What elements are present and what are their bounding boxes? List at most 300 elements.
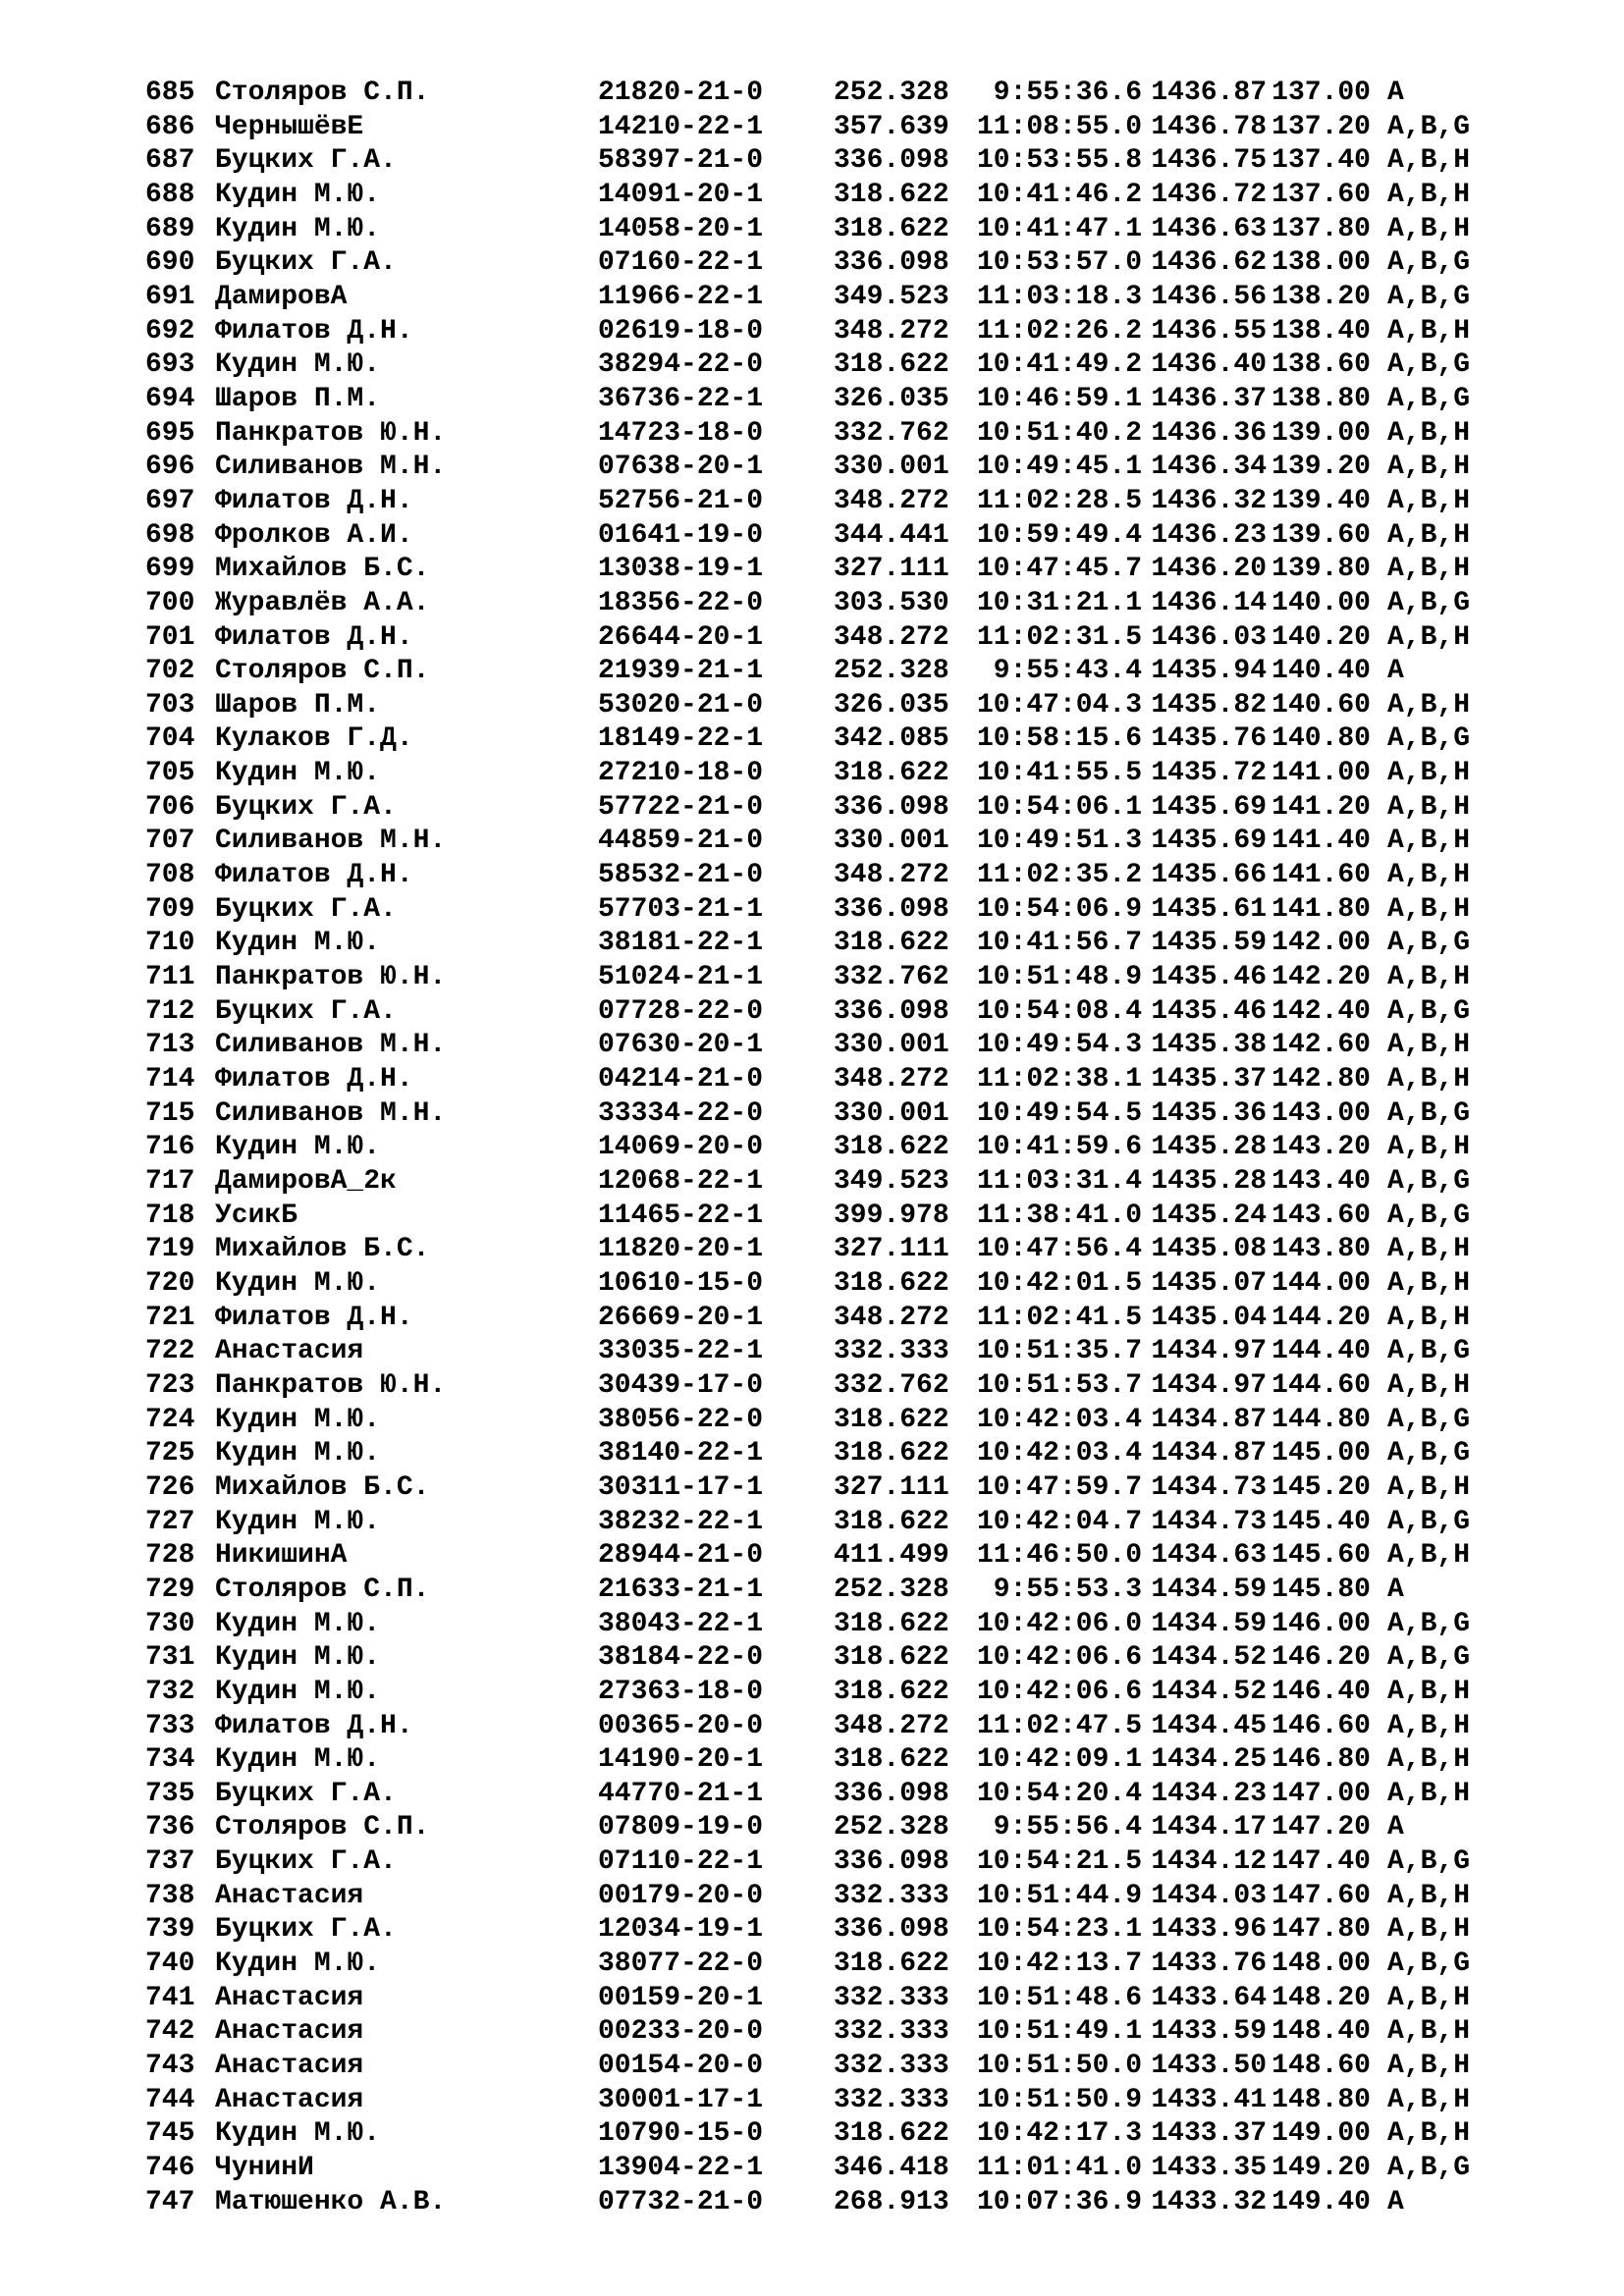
table-row <box>145 757 1569 791</box>
measure-b: 149.20 <box>1272 2153 1371 2184</box>
value: 330.001 <box>834 452 949 483</box>
record-id: 07110-22-1 <box>598 1846 764 1878</box>
record-id: 07809-19-0 <box>598 1812 764 1843</box>
observer-name: Филатов Д.Н. <box>215 860 413 891</box>
measure-b: 142.00 <box>1272 928 1371 959</box>
measure-a: 1436.62 <box>1151 247 1267 279</box>
measure-b: 147.60 <box>1272 1880 1371 1911</box>
time: 10:42:13.7 <box>976 1949 1142 1980</box>
observer-name: Силиванов М.Н. <box>215 1097 447 1129</box>
row-number: 741 <box>145 1982 195 2013</box>
flags: A,B,G <box>1387 1506 1471 1537</box>
measure-a: 1436.72 <box>1151 179 1267 210</box>
record-id: 21939-21-1 <box>598 656 764 687</box>
record-id: 57703-21-1 <box>598 893 764 925</box>
row-number: 747 <box>145 2186 195 2217</box>
value: 303.530 <box>834 587 949 618</box>
table-row <box>145 1778 1569 1812</box>
measure-b: 142.20 <box>1272 962 1371 993</box>
table-row <box>145 1200 1569 1234</box>
record-id: 38181-22-1 <box>598 928 764 959</box>
record-id: 21820-21-0 <box>598 78 764 108</box>
value: 332.333 <box>834 2016 949 2048</box>
row-number: 706 <box>145 791 195 823</box>
record-id: 27363-18-0 <box>598 1676 764 1707</box>
observer-name: Силиванов М.Н. <box>215 452 447 483</box>
time: 10:41:56.7 <box>976 928 1142 959</box>
value: 336.098 <box>834 1778 949 1809</box>
time: 10:51:53.7 <box>976 1369 1142 1401</box>
flags: A,B,H <box>1387 1914 1471 1946</box>
time: 10:59:49.4 <box>976 519 1142 551</box>
flags: A,B,H <box>1387 1540 1471 1572</box>
value: 332.762 <box>834 417 949 449</box>
record-id: 11820-20-1 <box>598 1234 764 1265</box>
time: 10:42:03.4 <box>976 1404 1142 1435</box>
flags: A,B,H <box>1387 1778 1471 1809</box>
table-row <box>145 1506 1569 1540</box>
row-number: 737 <box>145 1846 195 1878</box>
record-id: 00159-20-1 <box>598 1982 764 2013</box>
measure-a: 1434.87 <box>1151 1404 1267 1435</box>
observer-name: Столяров С.П. <box>215 78 430 108</box>
record-id: 38077-22-0 <box>598 1949 764 1980</box>
observer-name: Шаров П.М. <box>215 383 381 414</box>
value: 330.001 <box>834 1030 949 1061</box>
table-row <box>145 1233 1569 1267</box>
time: 9:55:56.4 <box>993 1812 1142 1843</box>
time: 10:42:04.7 <box>976 1506 1142 1537</box>
observer-name: Кудин М.Ю. <box>215 179 381 210</box>
measure-a: 1436.75 <box>1151 145 1267 177</box>
observer-name: Филатов Д.Н. <box>215 621 413 653</box>
observer-name: Фролков А.И. <box>215 519 413 551</box>
value: 252.328 <box>834 656 949 687</box>
value: 327.111 <box>834 1471 949 1503</box>
flags: A,B,H <box>1387 1267 1471 1299</box>
time: 10:42:09.1 <box>976 1744 1142 1776</box>
observer-name: Кудин М.Ю. <box>215 1608 381 1639</box>
row-number: 690 <box>145 247 195 279</box>
measure-b: 145.60 <box>1272 1540 1371 1572</box>
measure-a: 1434.97 <box>1151 1369 1267 1401</box>
row-number: 686 <box>145 111 195 142</box>
table-row <box>145 689 1569 723</box>
value: 399.978 <box>834 1200 949 1231</box>
observer-name: Панкратов Ю.Н. <box>215 962 447 993</box>
flags: A <box>1387 656 1404 687</box>
row-number: 729 <box>145 1574 195 1605</box>
value: 318.622 <box>834 179 949 210</box>
record-id: 02619-18-0 <box>598 315 764 347</box>
measure-b: 147.00 <box>1272 1778 1371 1809</box>
measure-a: 1435.08 <box>1151 1234 1267 1265</box>
row-number: 701 <box>145 621 195 653</box>
table-row <box>145 1097 1569 1132</box>
measure-a: 1435.82 <box>1151 689 1267 721</box>
measure-b: 144.60 <box>1272 1369 1371 1401</box>
observer-name: Столяров С.П. <box>215 1574 430 1605</box>
time: 10:51:50.0 <box>976 2051 1142 2082</box>
measure-a: 1434.23 <box>1151 1778 1267 1809</box>
observer-name: УсикБ <box>215 1200 298 1231</box>
time: 11:02:47.5 <box>976 1710 1142 1741</box>
row-number: 743 <box>145 2051 195 2082</box>
value: 336.098 <box>834 145 949 177</box>
flags: A,B,H <box>1387 1369 1471 1401</box>
row-number: 738 <box>145 1880 195 1911</box>
measure-a: 1435.72 <box>1151 758 1267 789</box>
row-number: 694 <box>145 383 195 414</box>
table-row <box>145 1131 1569 1165</box>
flags: A,B,H <box>1387 1030 1471 1061</box>
observer-name: Кудин М.Ю. <box>215 928 381 959</box>
measure-b: 145.20 <box>1272 1471 1371 1503</box>
row-number: 695 <box>145 417 195 449</box>
table-row <box>145 1437 1569 1471</box>
value: 332.333 <box>834 2084 949 2115</box>
record-id: 21633-21-1 <box>598 1574 764 1605</box>
row-number: 696 <box>145 452 195 483</box>
time: 10:47:04.3 <box>976 689 1142 721</box>
measure-b: 148.00 <box>1272 1949 1371 1980</box>
measure-b: 139.20 <box>1272 452 1371 483</box>
value: 332.333 <box>834 1336 949 1367</box>
flags: A,B,G <box>1387 723 1471 755</box>
time: 10:41:47.1 <box>976 213 1142 244</box>
time: 10:54:06.9 <box>976 893 1142 925</box>
measure-b: 149.00 <box>1272 2118 1371 2150</box>
time: 10:54:21.5 <box>976 1846 1142 1878</box>
row-number: 705 <box>145 758 195 789</box>
measure-a: 1434.63 <box>1151 1540 1267 1572</box>
table-row <box>145 553 1569 587</box>
time: 10:41:46.2 <box>976 179 1142 210</box>
record-id: 13904-22-1 <box>598 2153 764 2184</box>
measure-b: 146.00 <box>1272 1608 1371 1639</box>
observer-name: Панкратов Ю.Н. <box>215 1369 447 1401</box>
measure-a: 1433.41 <box>1151 2084 1267 2115</box>
time: 11:08:55.0 <box>976 111 1142 142</box>
measure-a: 1434.45 <box>1151 1710 1267 1741</box>
flags: A,B,H <box>1387 1710 1471 1741</box>
flags: A,B,G <box>1387 1949 1471 1980</box>
record-id: 14091-20-1 <box>598 179 764 210</box>
observer-name: Кудин М.Ю. <box>215 1949 381 1980</box>
measure-b: 144.80 <box>1272 1404 1371 1435</box>
table-row <box>145 1641 1569 1676</box>
measure-a: 1436.34 <box>1151 452 1267 483</box>
time: 10:58:15.6 <box>976 723 1142 755</box>
flags: A,B,H <box>1387 1880 1471 1911</box>
row-number: 712 <box>145 995 195 1027</box>
measure-a: 1435.59 <box>1151 928 1267 959</box>
value: 268.913 <box>834 2186 949 2217</box>
row-number: 708 <box>145 860 195 891</box>
flags: A,B,H <box>1387 621 1471 653</box>
measure-a: 1435.36 <box>1151 1097 1267 1129</box>
time: 11:02:31.5 <box>976 621 1142 653</box>
measure-b: 139.00 <box>1272 417 1371 449</box>
table-row <box>145 1845 1569 1880</box>
flags: A,B,H <box>1387 452 1471 483</box>
measure-a: 1434.03 <box>1151 1880 1267 1911</box>
table-row <box>145 519 1569 554</box>
row-number: 732 <box>145 1676 195 1707</box>
table-row <box>145 1471 1569 1506</box>
value: 348.272 <box>834 621 949 653</box>
time: 10:53:55.8 <box>976 145 1142 177</box>
record-id: 04214-21-0 <box>598 1064 764 1095</box>
table-row <box>145 1811 1569 1845</box>
record-id: 38184-22-0 <box>598 1642 764 1674</box>
record-id: 18149-22-1 <box>598 723 764 755</box>
table-row <box>145 791 1569 826</box>
table-row <box>145 1369 1569 1404</box>
observer-name: Кудин М.Ю. <box>215 1438 381 1469</box>
table-row <box>145 179 1569 213</box>
row-number: 689 <box>145 213 195 244</box>
measure-b: 137.80 <box>1272 213 1371 244</box>
value: 318.622 <box>834 928 949 959</box>
record-id: 26669-20-1 <box>598 1302 764 1333</box>
record-id: 30311-17-1 <box>598 1471 764 1503</box>
measure-b: 148.40 <box>1272 2016 1371 2048</box>
value: 318.622 <box>834 1676 949 1707</box>
observer-name: Кудин М.Ю. <box>215 1676 381 1707</box>
value: 332.333 <box>834 1982 949 2013</box>
measure-b: 147.20 <box>1272 1812 1371 1843</box>
value: 336.098 <box>834 893 949 925</box>
time: 10:51:44.9 <box>976 1880 1142 1911</box>
observer-name: Буцких Г.А. <box>215 145 397 177</box>
value: 318.622 <box>834 1506 949 1537</box>
row-number: 687 <box>145 145 195 177</box>
measure-b: 141.20 <box>1272 791 1371 823</box>
observer-name: ДамировА <box>215 281 348 312</box>
time: 10:51:50.9 <box>976 2084 1142 2115</box>
value: 336.098 <box>834 791 949 823</box>
record-id: 38043-22-1 <box>598 1608 764 1639</box>
value: 332.333 <box>834 2051 949 2082</box>
measure-a: 1433.76 <box>1151 1949 1267 1980</box>
value: 336.098 <box>834 1914 949 1946</box>
value: 318.622 <box>834 2118 949 2150</box>
record-id: 33035-22-1 <box>598 1336 764 1367</box>
value: 327.111 <box>834 554 949 585</box>
time: 10:54:20.4 <box>976 1778 1142 1809</box>
value: 318.622 <box>834 349 949 381</box>
value: 330.001 <box>834 826 949 857</box>
flags: A,B,G <box>1387 995 1471 1027</box>
row-number: 697 <box>145 485 195 516</box>
value: 327.111 <box>834 1234 949 1265</box>
flags: A,B,H <box>1387 145 1471 177</box>
record-id: 52756-21-0 <box>598 485 764 516</box>
table-row <box>145 1302 1569 1336</box>
observer-name: Анастасия <box>215 2084 364 2115</box>
flags: A,B,H <box>1387 179 1471 210</box>
record-id: 00154-20-0 <box>598 2051 764 2082</box>
observer-name: Кудин М.Ю. <box>215 758 381 789</box>
table-row <box>145 2152 1569 2186</box>
table-row <box>145 417 1569 452</box>
flags: A,B,G <box>1387 928 1471 959</box>
measure-b: 140.00 <box>1272 587 1371 618</box>
measure-a: 1436.87 <box>1151 78 1267 108</box>
table-row <box>145 655 1569 689</box>
value: 348.272 <box>834 1710 949 1741</box>
value: 332.762 <box>834 962 949 993</box>
row-number: 725 <box>145 1438 195 1469</box>
flags: A,B,H <box>1387 1744 1471 1776</box>
observer-name: Буцких Г.А. <box>215 791 397 823</box>
observer-name: Столяров С.П. <box>215 656 430 687</box>
measure-b: 143.60 <box>1272 1200 1371 1231</box>
table-row <box>145 2186 1569 2220</box>
time: 10:53:57.0 <box>976 247 1142 279</box>
table-row <box>145 1574 1569 1608</box>
observer-name: Буцких Г.А. <box>215 1914 397 1946</box>
observer-name: Филатов Д.Н. <box>215 315 413 347</box>
row-number: 693 <box>145 349 195 381</box>
row-number: 688 <box>145 179 195 210</box>
measure-a: 1434.73 <box>1151 1471 1267 1503</box>
observer-name: Буцких Г.А. <box>215 247 397 279</box>
flags: A,B,G <box>1387 1846 1471 1878</box>
measure-b: 143.00 <box>1272 1097 1371 1129</box>
measure-b: 140.20 <box>1272 621 1371 653</box>
measure-b: 146.80 <box>1272 1744 1371 1776</box>
observer-name: Буцких Г.А. <box>215 893 397 925</box>
table-row <box>145 722 1569 757</box>
time: 10:42:01.5 <box>976 1267 1142 1299</box>
table-row <box>145 2050 1569 2084</box>
measure-a: 1435.37 <box>1151 1064 1267 1095</box>
value: 326.035 <box>834 689 949 721</box>
time: 10:49:45.1 <box>976 452 1142 483</box>
flags: A,B,H <box>1387 791 1471 823</box>
measure-a: 1436.20 <box>1151 554 1267 585</box>
flags: A,B,G <box>1387 1166 1471 1197</box>
row-number: 735 <box>145 1778 195 1809</box>
time: 10:42:06.6 <box>976 1642 1142 1674</box>
measure-a: 1434.17 <box>1151 1812 1267 1843</box>
flags: A,B,G <box>1387 247 1471 279</box>
observer-name: Кудин М.Ю. <box>215 1404 381 1435</box>
flags: A,B,H <box>1387 962 1471 993</box>
measure-b: 139.40 <box>1272 485 1371 516</box>
row-number: 742 <box>145 2016 195 2048</box>
measure-b: 141.40 <box>1272 826 1371 857</box>
measure-b: 141.00 <box>1272 758 1371 789</box>
row-number: 733 <box>145 1710 195 1741</box>
observer-name: Силиванов М.Н. <box>215 1030 447 1061</box>
measure-b: 138.80 <box>1272 383 1371 414</box>
value: 318.622 <box>834 1949 949 1980</box>
observer-name: Кулаков Г.Д. <box>215 723 413 755</box>
time: 11:02:26.2 <box>976 315 1142 347</box>
time: 10:54:08.4 <box>976 995 1142 1027</box>
row-number: 716 <box>145 1132 195 1163</box>
measure-a: 1434.52 <box>1151 1642 1267 1674</box>
row-number: 713 <box>145 1030 195 1061</box>
value: 252.328 <box>834 1574 949 1605</box>
time: 10:42:17.3 <box>976 2118 1142 2150</box>
time: 11:03:31.4 <box>976 1166 1142 1197</box>
flags: A,B,G <box>1387 1336 1471 1367</box>
record-id: 51024-21-1 <box>598 962 764 993</box>
record-id: 28944-21-0 <box>598 1540 764 1572</box>
record-id: 00233-20-0 <box>598 2016 764 2048</box>
row-number: 691 <box>145 281 195 312</box>
row-number: 715 <box>145 1097 195 1129</box>
time: 10:31:21.1 <box>976 587 1142 618</box>
value: 318.622 <box>834 1744 949 1776</box>
measure-b: 138.40 <box>1272 315 1371 347</box>
record-id: 44859-21-0 <box>598 826 764 857</box>
value: 346.418 <box>834 2153 949 2184</box>
row-number: 699 <box>145 554 195 585</box>
record-id: 00179-20-0 <box>598 1880 764 1911</box>
record-id: 14723-18-0 <box>598 417 764 449</box>
record-id: 36736-22-1 <box>598 383 764 414</box>
measure-b: 146.20 <box>1272 1642 1371 1674</box>
table-row <box>145 246 1569 281</box>
observer-name: Шаров П.М. <box>215 689 381 721</box>
record-id: 11465-22-1 <box>598 1200 764 1231</box>
measure-a: 1436.14 <box>1151 587 1267 618</box>
measure-a: 1435.69 <box>1151 826 1267 857</box>
table-row <box>145 621 1569 656</box>
value: 336.098 <box>834 1846 949 1878</box>
flags: A,B,G <box>1387 1608 1471 1639</box>
table-row <box>145 2084 1569 2118</box>
table-row <box>145 348 1569 383</box>
row-number: 714 <box>145 1064 195 1095</box>
flags: A,B,H <box>1387 1471 1471 1503</box>
record-id: 38140-22-1 <box>598 1438 764 1469</box>
measure-b: 141.80 <box>1272 893 1371 925</box>
flags: A,B,G <box>1387 1200 1471 1231</box>
flags: A,B,H <box>1387 1132 1471 1163</box>
table-row <box>145 1676 1569 1710</box>
value: 318.622 <box>834 1132 949 1163</box>
time: 10:42:06.0 <box>976 1608 1142 1639</box>
observer-name: Анастасия <box>215 2051 364 2082</box>
row-number: 720 <box>145 1267 195 1299</box>
observer-name: ЧернышёвЕ <box>215 111 364 142</box>
table-row <box>145 825 1569 859</box>
row-number: 726 <box>145 1471 195 1503</box>
row-number: 709 <box>145 893 195 925</box>
flags: A,B,G <box>1387 2153 1471 2184</box>
row-number: 740 <box>145 1949 195 1980</box>
value: 348.272 <box>834 485 949 516</box>
observer-name: Кудин М.Ю. <box>215 1642 381 1674</box>
observer-name: Матюшенко А.В. <box>215 2186 447 2217</box>
table-row <box>145 961 1569 995</box>
flags: A,B,H <box>1387 2084 1471 2115</box>
value: 318.622 <box>834 213 949 244</box>
row-number: 728 <box>145 1540 195 1572</box>
table-row <box>145 1335 1569 1369</box>
measure-b: 144.00 <box>1272 1267 1371 1299</box>
observer-name: Кудин М.Ю. <box>215 1744 381 1776</box>
row-number: 710 <box>145 928 195 959</box>
value: 326.035 <box>834 383 949 414</box>
row-number: 703 <box>145 689 195 721</box>
